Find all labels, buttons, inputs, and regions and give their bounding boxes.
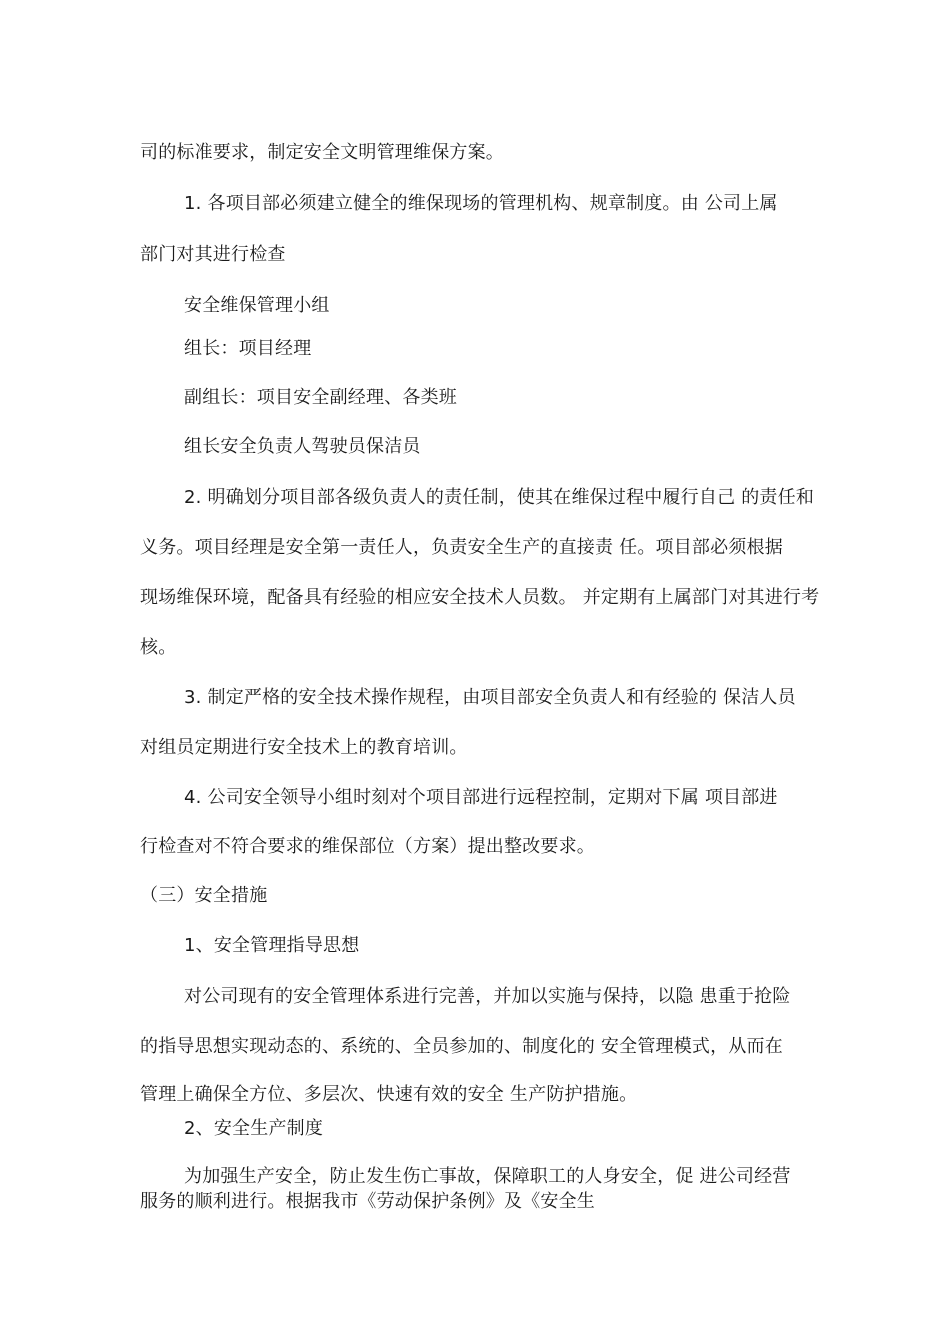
text-line: 现场维保环境，配备具有经验的相应安全技术人员数。 并定期有上属部门对其进行考 bbox=[140, 587, 820, 608]
text-line: 3. 制定严格的安全技术操作规程，由项目部安全负责人和有经验的 保洁人员 bbox=[184, 687, 796, 708]
text-line: 义务。项目经理是安全第一责任人，负责安全生产的直接责 任。项目部必须根据 bbox=[140, 537, 783, 558]
text-line: 行检查对不符合要求的维保部位（方案）提出整改要求。 bbox=[140, 836, 595, 857]
text-line: 对公司现有的安全管理体系进行完善，并加以实施与保持，以隐 患重于抢险 bbox=[184, 986, 791, 1007]
text-line: 的指导思想实现动态的、系统的、全员参加的、制度化的 安全管理模式，从而在 bbox=[140, 1036, 783, 1057]
subsection-heading: 2、安全生产制度 bbox=[184, 1118, 324, 1139]
text-line: 4. 公司安全领导小组时刻对个项目部进行远程控制，定期对下属 项目部进 bbox=[184, 787, 778, 808]
text-line: 副组长：项目安全副经理、各类班 bbox=[184, 387, 457, 408]
text-line: 管理上确保全方位、多层次、快速有效的安全 生产防护措施。 bbox=[140, 1084, 638, 1105]
text-line: 司的标准要求，制定安全文明管理维保方案。 bbox=[140, 142, 504, 163]
text-line: 组长安全负责人驾驶员保洁员 bbox=[184, 436, 421, 457]
text-line: 组长：项目经理 bbox=[184, 338, 312, 359]
text-line: 服务的顺利进行。根据我市《劳动保护条例》及《安全生 bbox=[140, 1191, 595, 1212]
text-line: 核。 bbox=[140, 637, 177, 658]
subsection-heading: 1、安全管理指导思想 bbox=[184, 935, 360, 956]
text-line: 2. 明确划分项目部各级负责人的责任制，使其在维保过程中履行自己 的责任和 bbox=[184, 487, 815, 508]
text-line: 部门对其进行检查 bbox=[140, 244, 286, 265]
section-heading: （三）安全措施 bbox=[140, 885, 268, 906]
text-line: 1. 各项目部必须建立健全的维保现场的管理机构、规章制度。由 公司上属 bbox=[184, 193, 778, 214]
text-line: 安全维保管理小组 bbox=[184, 295, 330, 316]
text-line: 对组员定期进行安全技术上的教育培训。 bbox=[140, 737, 468, 758]
text-line: 为加强生产安全，防止发生伤亡事故，保障职工的人身安全，促 进公司经营 bbox=[184, 1166, 791, 1187]
